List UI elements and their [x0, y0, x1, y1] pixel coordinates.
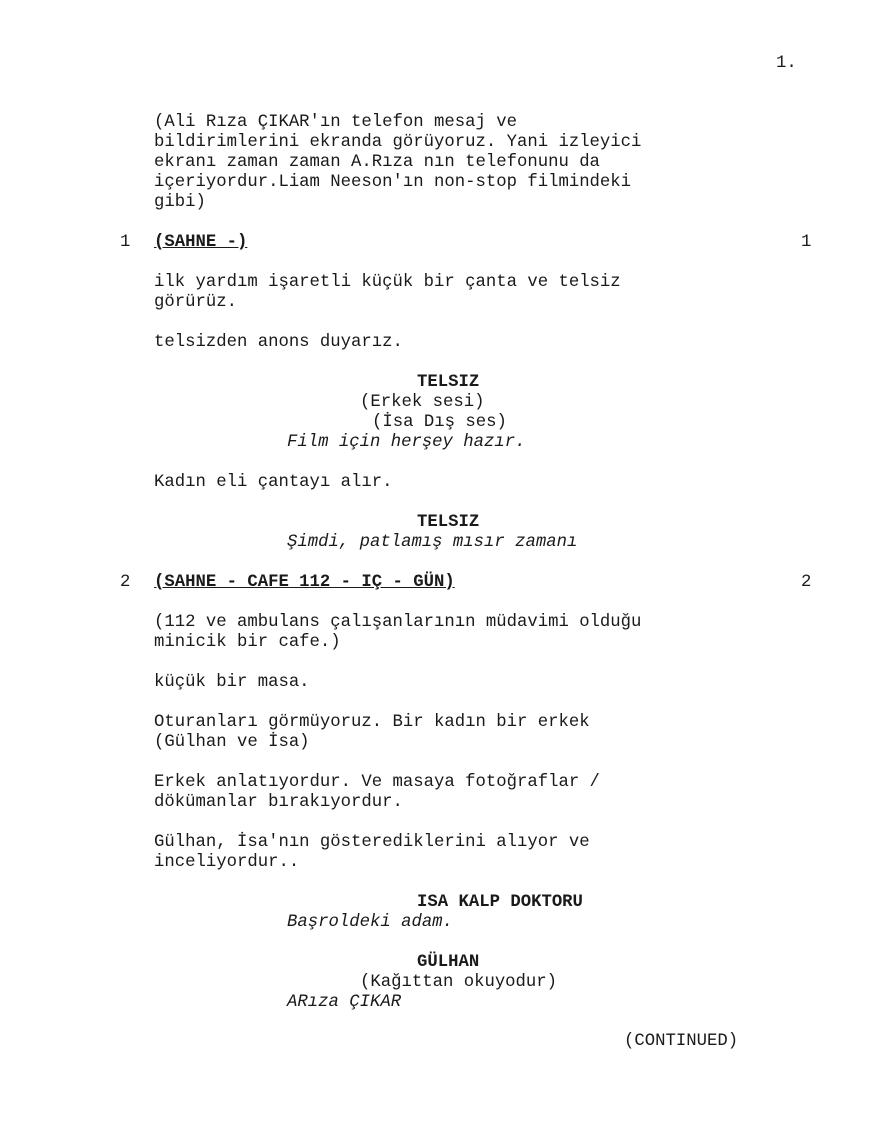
dialogue-line: Film için herşey hazır. — [287, 433, 526, 452]
character-name: ISA KALP DOKTORU — [417, 893, 583, 912]
action-line: minicik bir cafe.) — [154, 633, 341, 652]
dialogue-line: Başroldeki adam. — [287, 913, 453, 932]
scene-heading: (SAHNE -) — [154, 233, 248, 252]
intro-line: bildirimlerini ekranda görüyoruz. Yani izleyici — [154, 133, 642, 152]
action-line: Gülhan, İsa'nın gösterediklerini alıyor ve — [154, 833, 590, 852]
action-line: (112 ve ambulans çalışanlarının müdavimi olduğu — [154, 613, 642, 632]
scene-number-right: 1 — [801, 233, 812, 252]
intro-line: içeriyordur.Liam Neeson'ın non-stop filmindeki — [154, 173, 632, 192]
action-line: ilk yardım işaretli küçük bir çanta ve telsiz — [154, 273, 621, 292]
action-line: Oturanları görmüyoruz. Bir kadın bir erkek — [154, 713, 590, 732]
page-number: 1. — [776, 54, 797, 73]
intro-line: ekranı zaman zaman A.Rıza nın telefonunu da — [154, 153, 600, 172]
action-line: telsizden anons duyarız. — [154, 333, 403, 352]
intro-line: (Ali Rıza ÇIKAR'ın telefon mesaj ve — [154, 113, 517, 132]
dialogue-line: Şimdi, patlamış mısır zamanı — [287, 533, 578, 552]
intro-line: gibi) — [154, 193, 206, 212]
scene-number-left: 2 — [120, 573, 131, 592]
scene-number-left: 1 — [120, 233, 131, 252]
parenthetical: (İsa Dış ses) — [372, 413, 507, 432]
action-line: küçük bir masa. — [154, 673, 310, 692]
scene-number-right: 2 — [801, 573, 812, 592]
character-name: TELSIZ — [417, 513, 480, 532]
scene-heading: (SAHNE - CAFE 112 - IÇ - GÜN) — [154, 573, 455, 592]
action-line: görürüz. — [154, 293, 237, 312]
action-line: Kadın eli çantayı alır. — [154, 473, 393, 492]
action-line: dökümanlar bırakıyordur. — [154, 793, 403, 812]
character-name: TELSIZ — [417, 373, 480, 392]
character-name: GÜLHAN — [417, 953, 480, 972]
dialogue-line: ARıza ÇIKAR — [287, 993, 402, 1012]
continued-marker: (CONTINUED) — [624, 1032, 739, 1051]
parenthetical: (Erkek sesi) — [360, 393, 485, 412]
parenthetical: (Kağıttan okuyodur) — [360, 973, 558, 992]
action-line: Erkek anlatıyordur. Ve masaya fotoğraflar / — [154, 773, 600, 792]
action-line: inceliyordur.. — [154, 853, 300, 872]
action-line: (Gülhan ve İsa) — [154, 733, 310, 752]
